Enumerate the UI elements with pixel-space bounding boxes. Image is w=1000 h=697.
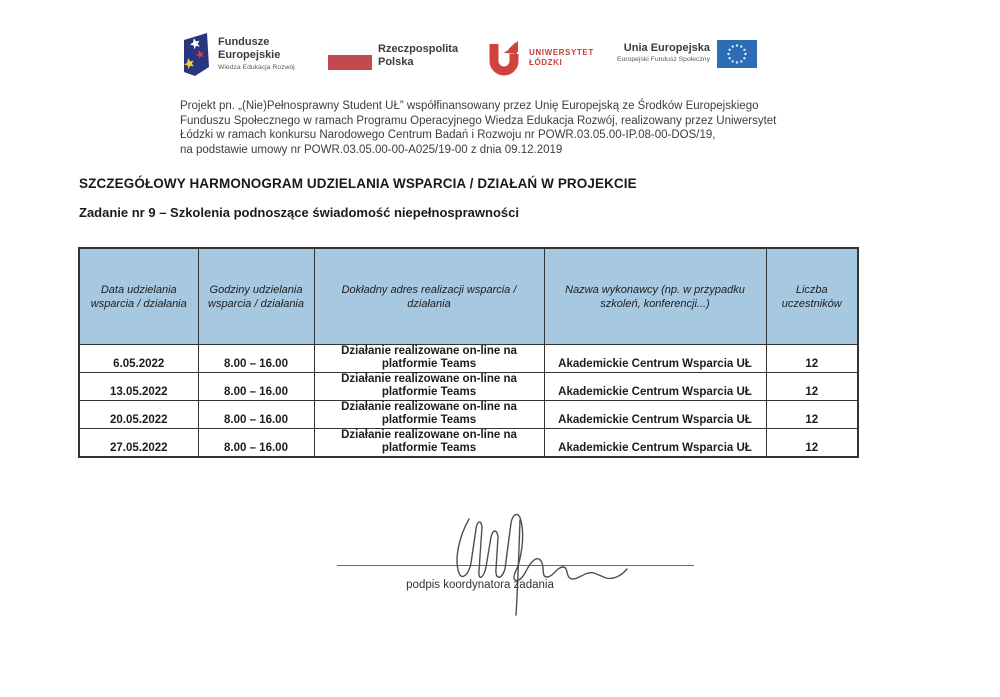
poland-logo-line1: Rzeczpospolita xyxy=(378,43,459,55)
cell-date: 6.05.2022 xyxy=(79,345,198,373)
rzeczpospolita-polska-logo xyxy=(328,40,458,80)
ul-logo-line2: ŁÓDZKI xyxy=(529,58,563,67)
col-header-provider: Nazwa wykonawcy (np. w przypadku szkoleń, konferencji...) xyxy=(544,248,766,345)
cell-participants: 12 xyxy=(766,373,858,401)
table-row xyxy=(79,429,858,458)
cell-hours: 8.00 – 16.00 xyxy=(198,373,314,401)
fundusze-europejskie-flag-icon xyxy=(180,32,212,78)
task-subtitle: Zadanie nr 9 – Szkolenia podnoszące świadomość niepełnosprawności xyxy=(79,205,519,220)
schedule-table xyxy=(78,247,859,458)
signature-scribble xyxy=(425,503,665,621)
cell-participants: 12 xyxy=(766,401,858,429)
cell-date: 13.05.2022 xyxy=(79,373,198,401)
table-row xyxy=(79,373,858,401)
cell-hours: 8.00 – 16.00 xyxy=(198,345,314,373)
table-row xyxy=(79,401,858,429)
intro-line-3: Łódzki w ramach konkursu Narodowego Centrum Badań i Rozwoju nr POWR.03.05.00-IP.08-00-DOS/19, xyxy=(180,129,716,142)
unia-europejska-logo xyxy=(596,42,710,63)
cell-date: 20.05.2022 xyxy=(79,401,198,429)
eu-logo-title: Unia Europejska xyxy=(623,42,710,54)
cell-address: Działanie realizowane on-line na platformie Teams xyxy=(314,373,544,401)
cell-address: Działanie realizowane on-line na platformie Teams xyxy=(314,401,544,429)
cell-provider: Akademickie Centrum Wsparcia UŁ xyxy=(544,429,766,458)
cell-hours: 8.00 – 16.00 xyxy=(198,429,314,458)
cell-hours: 8.00 – 16.00 xyxy=(198,401,314,429)
cell-date: 27.05.2022 xyxy=(79,429,198,458)
table-row xyxy=(79,345,858,373)
intro-line-4: na podstawie umowy nr POWR.03.05.00-00-A025/19-00 z dnia 09.12.2019 xyxy=(180,143,563,156)
cell-address: Działanie realizowane on-line na platformie Teams xyxy=(314,345,544,373)
cell-address: Działanie realizowane on-line na platformie Teams xyxy=(314,429,544,458)
fundusze-logo-tagline: Wiedza Edukacja Rozwój xyxy=(218,64,295,71)
table-header-row xyxy=(79,248,858,345)
fundusze-logo-title-line1: Fundusze xyxy=(218,36,270,48)
signature-label: podpis koordynatora zadania xyxy=(406,579,554,591)
uniwersytet-lodzki-logo xyxy=(487,40,607,80)
intro-line-2: Funduszu Społecznego w ramach Programu Operacyjnego Wiedza Edukacja Rozwój, realizowany przez Uniwersytet xyxy=(180,114,777,127)
poland-logo-line2: Polska xyxy=(378,56,414,68)
fundusze-europejskie-logo xyxy=(180,30,310,80)
intro-line-1: Projekt pn. „(Nie)Pełnosprawny Student UŁ” współfinansowany przez Unię Europejską ze Środków Europejskiego xyxy=(180,100,759,112)
cell-provider: Akademickie Centrum Wsparcia UŁ xyxy=(544,345,766,373)
ul-logo-line1: UNIWERSYTET xyxy=(529,48,594,57)
project-intro-paragraph xyxy=(180,99,780,157)
col-header-date: Data udzielania wsparcia / działania xyxy=(79,248,198,345)
cell-participants: 12 xyxy=(766,429,858,458)
eu-flag-icon xyxy=(717,40,757,68)
col-header-address: Dokładny adres realizacji wsparcia / działania xyxy=(314,248,544,345)
cell-provider: Akademickie Centrum Wsparcia UŁ xyxy=(544,401,766,429)
col-header-participants: Liczba uczestników xyxy=(766,248,858,345)
cell-provider: Akademickie Centrum Wsparcia UŁ xyxy=(544,373,766,401)
cell-participants: 12 xyxy=(766,345,858,373)
fundusze-logo-title-line2: Europejskie xyxy=(218,49,281,61)
eu-logo-tagline: Europejski Fundusz Społeczny xyxy=(617,56,710,63)
uniwersytet-lodzki-u-icon xyxy=(487,41,521,77)
col-header-hours: Godziny udzielania wsparcia / działania xyxy=(198,248,314,345)
document-title: SZCZEGÓŁOWY HARMONOGRAM UDZIELANIA WSPARCIA / DZIAŁAŃ W PROJEKCIE xyxy=(79,176,637,191)
